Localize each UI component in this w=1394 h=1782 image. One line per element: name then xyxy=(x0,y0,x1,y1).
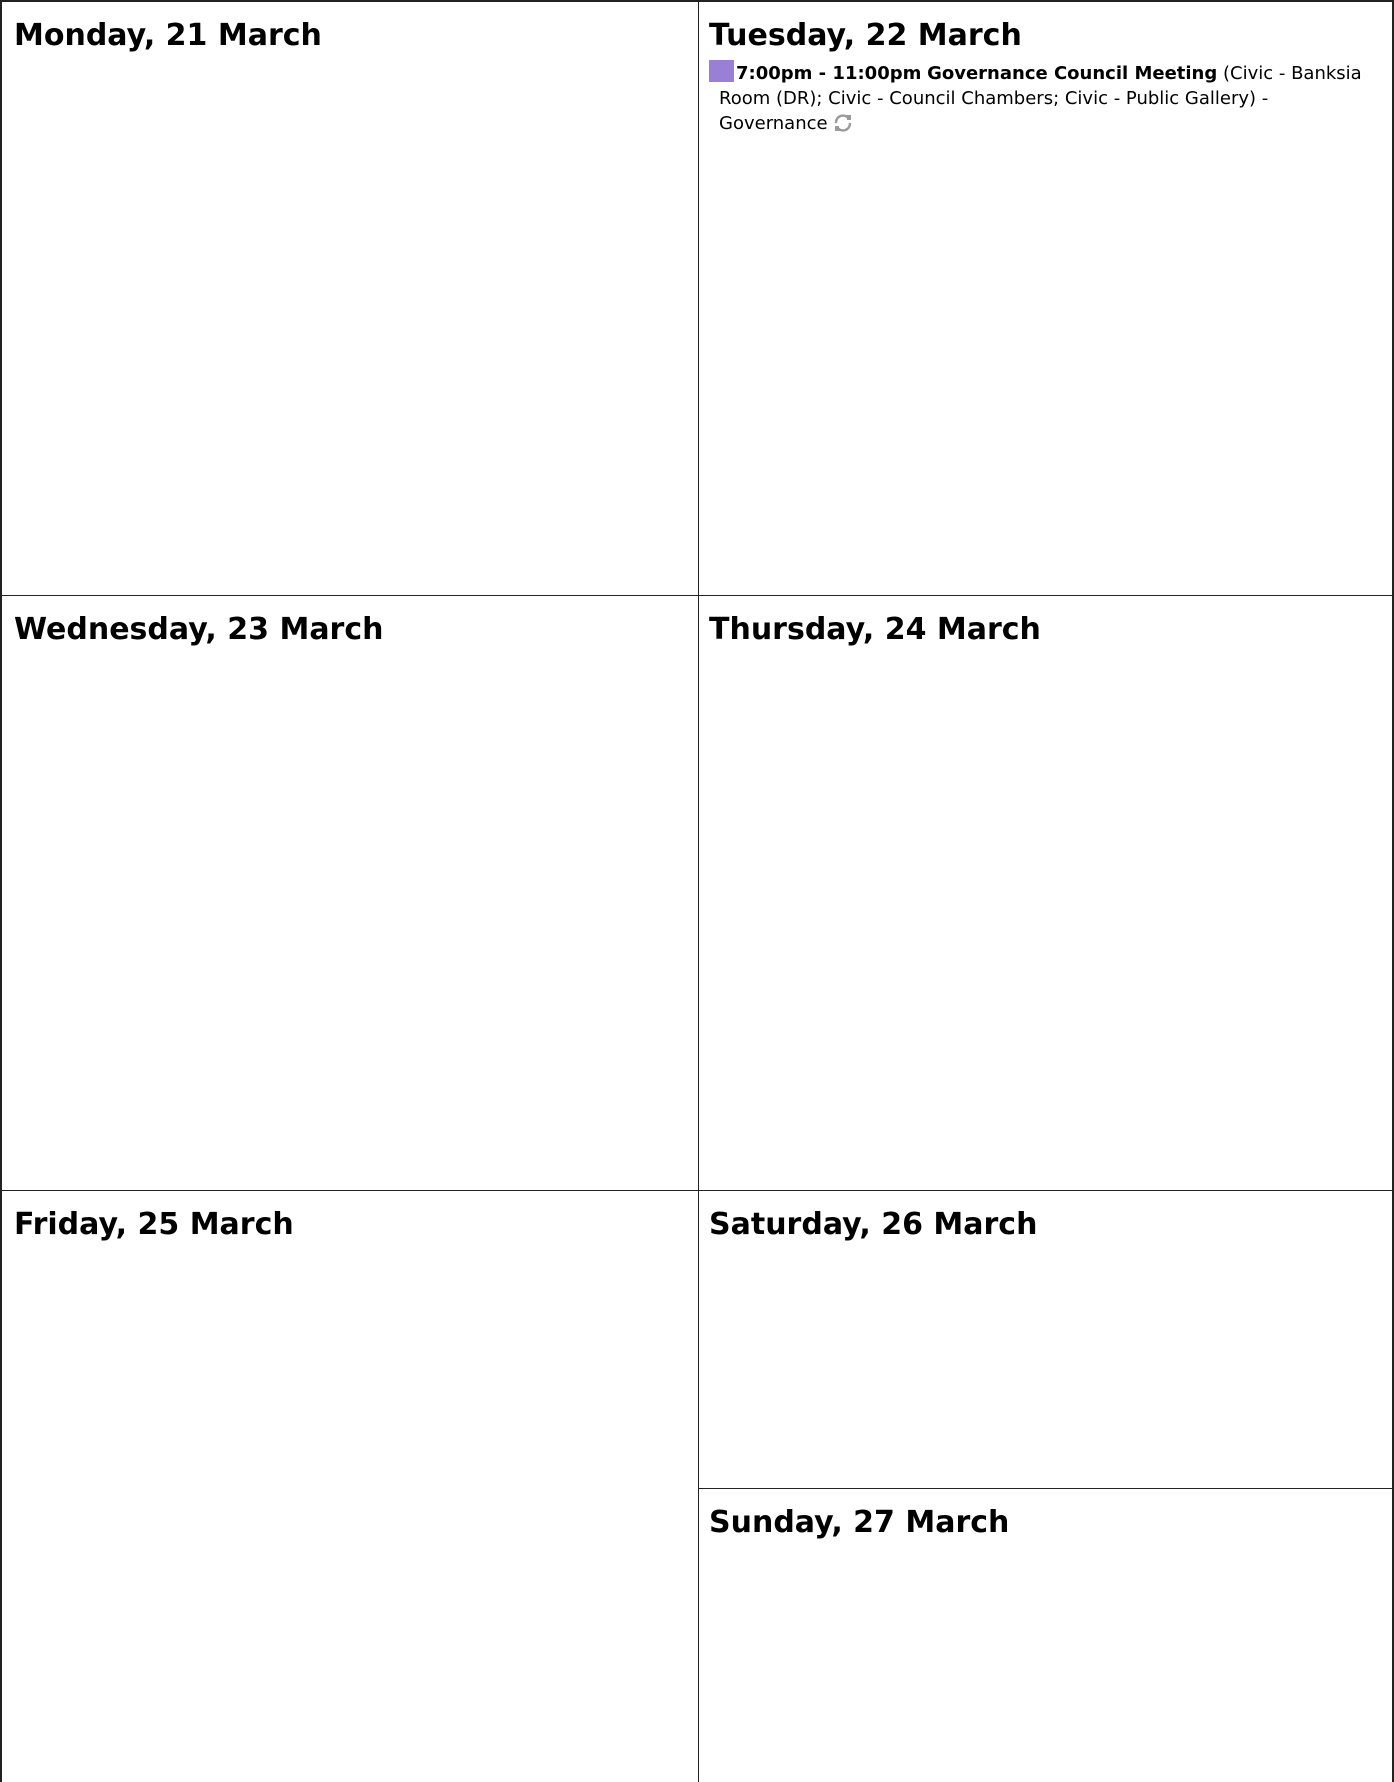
event-location: (Civic - Banksia xyxy=(1217,63,1362,84)
day-cell-thursday[interactable] xyxy=(699,596,1394,1191)
event-color-swatch xyxy=(709,60,734,82)
day-title: Thursday, 24 March xyxy=(709,612,1041,647)
day-title: Saturday, 26 March xyxy=(709,1207,1038,1242)
recurring-icon xyxy=(832,113,854,133)
day-title: Wednesday, 23 March xyxy=(14,612,384,647)
day-cell-wednesday[interactable] xyxy=(0,596,699,1191)
day-title: Friday, 25 March xyxy=(14,1207,294,1242)
calendar-event[interactable] xyxy=(709,60,1368,136)
day-cell-monday[interactable] xyxy=(0,0,699,596)
day-cell-sunday[interactable] xyxy=(699,1489,1394,1782)
event-category: Governance xyxy=(719,113,828,134)
day-cell-tuesday[interactable] xyxy=(699,0,1394,596)
event-location-continued: Room (DR); Civic - Council Chambers; Civic - Public Gallery) - xyxy=(719,88,1269,109)
day-title: Tuesday, 22 March xyxy=(709,18,1022,53)
day-title: Sunday, 27 March xyxy=(709,1505,1010,1540)
day-cell-friday[interactable] xyxy=(0,1191,699,1782)
day-cell-saturday[interactable] xyxy=(699,1191,1394,1489)
event-title[interactable]: Governance Council Meeting xyxy=(927,63,1218,84)
event-time: 7:00pm - 11:00pm xyxy=(736,63,922,84)
day-title: Monday, 21 March xyxy=(14,18,322,53)
